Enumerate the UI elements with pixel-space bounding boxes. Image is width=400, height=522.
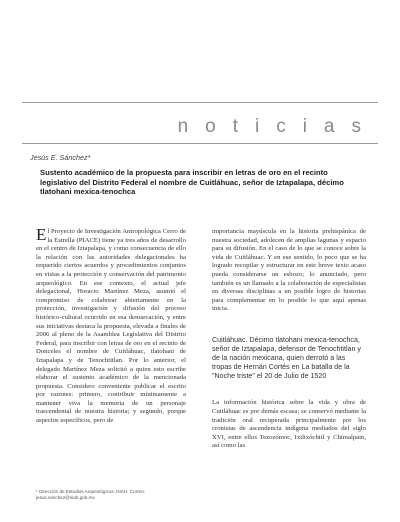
footnote: * Dirección de Estudios Arqueológicos. INAH. Correo: jesus.sanchez@inah.gob.mx (36, 489, 146, 500)
article-headline: Sustento académico de la propuesta para inscribir en letras de oro en el recinto legislativo del Distrito Federal el nombre de Cuitláhuac, señor de Iztapalapa, décimo tlatohani mexica-tenochca (40, 168, 344, 197)
right-column (212, 228, 366, 451)
top-rule (22, 102, 378, 103)
left-paragraph-text: l Proyecto de Investigación Antropológica Cerro de la Estrella (PIACE) tiene ya tres años de desarrollo en el centro de Iztapalapa, y como consecuencia de ello la relación con las autoridades delegacionales ha requerido ciertos acuerdos y procedimientos conjuntos en vistas a la protección y conservación del patrimonio arqueológico. En ese contexto, el actual jefe delegacional, Horacio Martínez Meza, asumió el compromiso de colaborar abiertamente en la protección, investigación y difusión del proceso histórico-cultural ocurrido en esa demarcación, y entre sus iniciativas destaca la propuesta, elevada a finales de 2006 al pleno de la Asamblea Legislativa del Distrito Federal, para inscribir con letras de oro en el recinto de Donceles el nombre de Cuitláhuac, tlatohani de Iztapalapa y de Tenochtitlan. Por lo anterior, el delegado Martínez Meza solicitó a quien esto escribe elaborar el sustento académico de la mencionada propuesta. Considero conveniente publicar el escrito por razones: primero, contribuir mínimamente a mantener viva la memoria de un personaje trascendental de nuestra historia; y segundo, porque aspectos específicos, pero de (36, 228, 186, 425)
left-paragraph (36, 225, 186, 426)
pull-quote: Cuitláhuac. Décimo tlatohani mexica-tenochca, señor de Iztapalapa, defensor de Tenochtitlan y de la nación mexicana, quien derrotó a las tropas de Hernán Cortés en La batalla de la "Noche triste" el 20 de Julio de 1520 (212, 335, 361, 381)
section-title: noticias (177, 116, 378, 137)
author-byline: Jesús E. Sánchez* (30, 153, 91, 162)
left-column (36, 225, 186, 426)
right-paragraph-1: importancia mayúscula en la historia prehispánica de nuestra sociedad, adolecen de amplias lagunas y espacio para su difusión. En el caso de lo que se conoce sobre la vida de Cuitláhuac. Y en ese sentido, lo poco que se ha logrado recopilar y estructurar en este breve texto acaso pueda considerarse un esbozo; lo anunciado, pero también es un llamado a la colaboración de especialistas en diversas disciplinas a un posible logro de historias para complementar en lo posible lo que aquí apenas inicia. (212, 228, 366, 313)
section-rule (22, 143, 378, 144)
right-paragraph-2: La información histórica sobre la vida y obra de Cuitláhuac es por demás escasa; se conservó mediante la tradición oral recuperada principalmente por los cronistas de ascendencia indígena mediados del siglo XVI, entre ellos Tezozómoc, Ixtlixóchitl y Chimalpain, así como las (212, 399, 366, 450)
drop-cap: E (36, 225, 47, 244)
